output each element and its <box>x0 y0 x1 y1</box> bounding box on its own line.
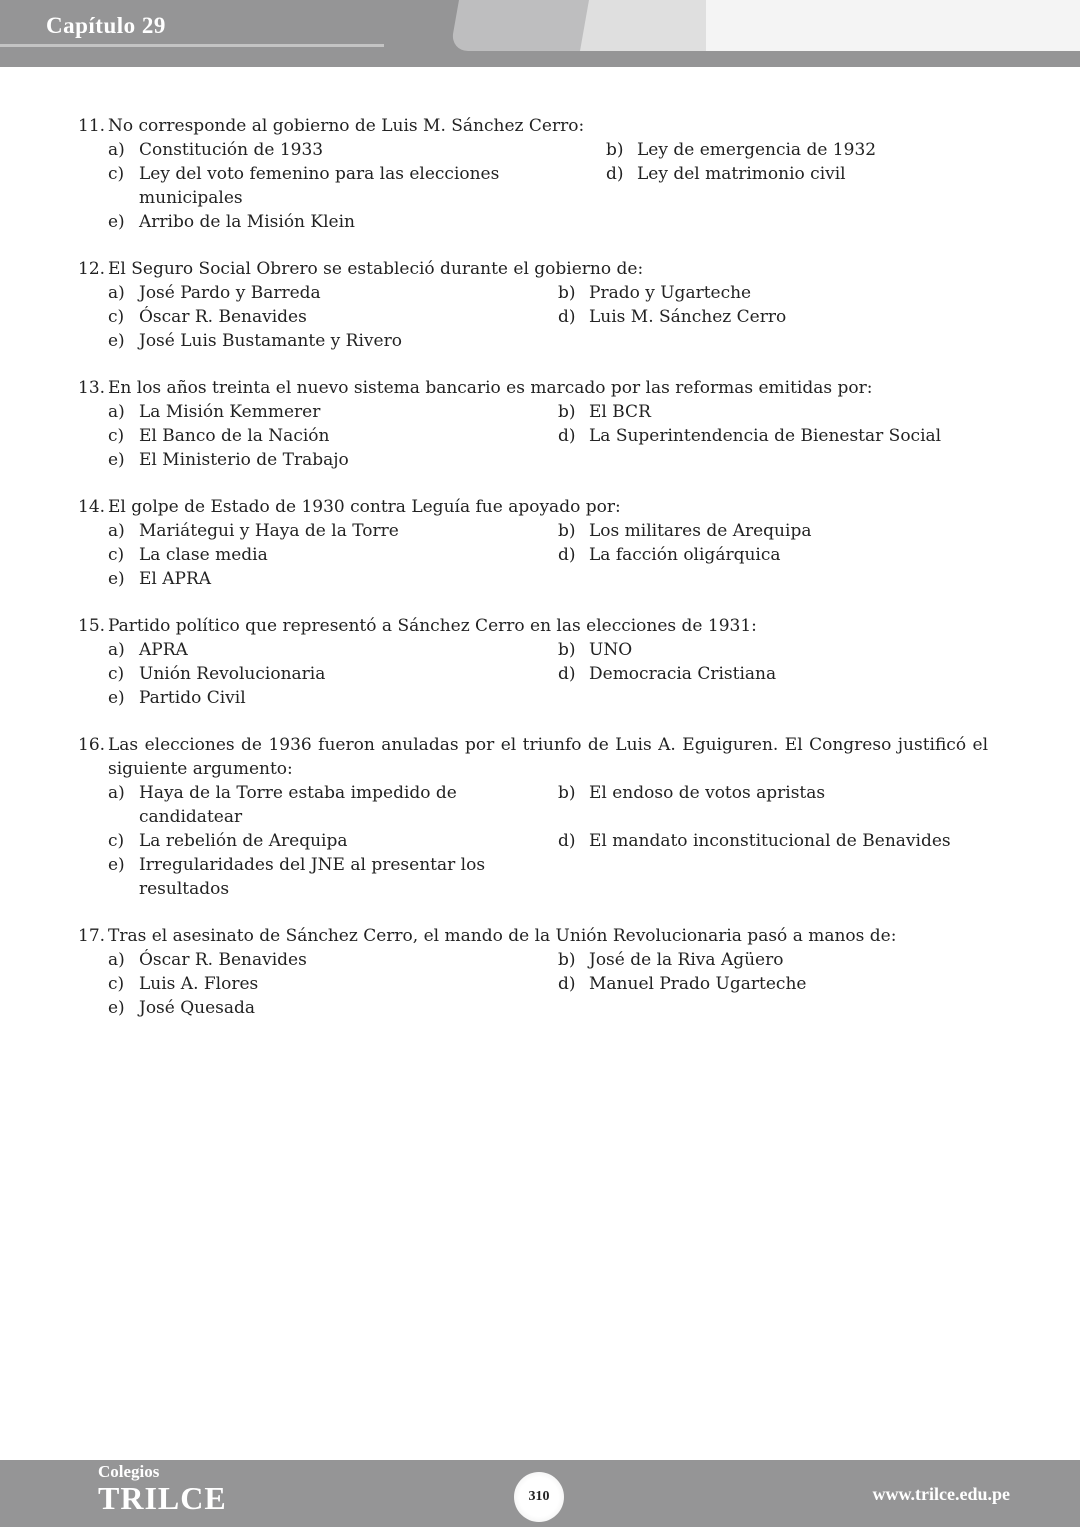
option-text: Irregularidades del JNE al presentar los resultados <box>139 855 486 899</box>
option-letter: a) <box>108 140 125 160</box>
option-b[interactable] <box>558 638 988 662</box>
question-text: El golpe de Estado de 1930 contra Leguía fue apoyado por: <box>108 497 621 517</box>
option-text: El BCR <box>589 402 651 422</box>
option-c[interactable] <box>108 543 558 567</box>
option-letter: d) <box>558 307 576 327</box>
option-letter: d) <box>558 664 576 684</box>
option-letter: c) <box>108 974 125 994</box>
option-text: El Ministerio de Trabajo <box>139 450 349 470</box>
option-a[interactable] <box>108 281 558 305</box>
option-text: Ley de emergencia de 1932 <box>637 140 877 160</box>
question-stem <box>78 257 988 281</box>
option-letter: e) <box>108 450 125 470</box>
option-e[interactable] <box>108 853 558 901</box>
question-15 <box>78 614 988 710</box>
option-text: UNO <box>589 640 633 660</box>
chapter-header <box>0 0 1080 67</box>
question-text: Partido político que representó a Sánchez Cerro en las elecciones de 1931: <box>108 616 757 636</box>
answer-options <box>78 781 988 901</box>
question-number: 12. <box>78 259 106 279</box>
answer-options <box>78 281 988 353</box>
question-list <box>78 114 988 1043</box>
option-text: Democracia Cristiana <box>589 664 777 684</box>
answer-options <box>78 638 988 710</box>
option-text: José Pardo y Barreda <box>139 283 321 303</box>
option-text: José de la Riva Agüero <box>589 950 784 970</box>
option-letter: b) <box>558 521 576 541</box>
website-link[interactable]: www.trilce.edu.pe <box>872 1484 1010 1504</box>
option-text: Óscar R. Benavides <box>139 950 307 970</box>
option-text: La rebelión de Arequipa <box>139 831 348 851</box>
option-c[interactable] <box>108 662 558 686</box>
option-d[interactable] <box>558 424 988 448</box>
option-a[interactable] <box>108 400 558 424</box>
option-d[interactable] <box>558 543 988 567</box>
option-d[interactable] <box>558 662 988 686</box>
option-c[interactable] <box>108 305 558 329</box>
option-letter: b) <box>558 783 576 803</box>
option-text: La facción oligárquica <box>589 545 781 565</box>
option-letter: c) <box>108 307 125 327</box>
option-a[interactable] <box>108 781 558 829</box>
option-e[interactable] <box>108 567 558 591</box>
option-text: José Luis Bustamante y Rivero <box>139 331 402 351</box>
option-letter: e) <box>108 212 125 232</box>
question-text: No corresponde al gobierno de Luis M. Sánchez Cerro: <box>108 116 585 136</box>
option-text: Unión Revolucionaria <box>139 664 326 684</box>
option-letter: e) <box>108 855 125 875</box>
option-letter: a) <box>108 283 125 303</box>
option-text: El APRA <box>139 569 212 589</box>
question-stem <box>78 114 988 138</box>
option-text: Ley del voto femenino para las elecciones municipales <box>139 164 500 208</box>
option-letter: d) <box>558 545 576 565</box>
question-11 <box>78 114 988 234</box>
option-c[interactable] <box>108 972 558 996</box>
option-a[interactable] <box>108 138 606 162</box>
question-text: Las elecciones de 1936 fueron anuladas por el triunfo de Luis A. Eguiguren. El Congreso justificó el siguiente argumento: <box>108 735 988 779</box>
option-letter: c) <box>108 545 125 565</box>
answer-options <box>78 519 988 591</box>
question-number: 14. <box>78 497 106 517</box>
option-letter: b) <box>558 640 576 660</box>
option-b[interactable] <box>558 400 988 424</box>
question-text: El Seguro Social Obrero se estableció durante el gobierno de: <box>108 259 644 279</box>
option-letter: c) <box>108 664 125 684</box>
option-e[interactable] <box>108 686 558 710</box>
question-13 <box>78 376 988 472</box>
question-12 <box>78 257 988 353</box>
option-text: Manuel Prado Ugarteche <box>589 974 807 994</box>
option-b[interactable] <box>606 138 988 162</box>
option-e[interactable] <box>108 448 558 472</box>
question-number: 15. <box>78 616 106 636</box>
option-text: La Superintendencia de Bienestar Social <box>589 426 942 446</box>
question-stem <box>78 614 988 638</box>
option-e[interactable] <box>108 329 558 353</box>
option-letter: c) <box>108 831 125 851</box>
answer-options <box>78 400 988 472</box>
option-letter: a) <box>108 950 125 970</box>
option-a[interactable] <box>108 948 558 972</box>
chapter-title: Capítulo 29 <box>46 13 166 38</box>
option-text: Constitución de 1933 <box>139 140 324 160</box>
option-letter: d) <box>558 831 576 851</box>
option-text: Los militares de Arequipa <box>589 521 812 541</box>
option-e[interactable] <box>108 996 558 1020</box>
option-text: Partido Civil <box>139 688 246 708</box>
option-text: Arribo de la Misión Klein <box>139 212 355 232</box>
option-letter: a) <box>108 783 125 803</box>
option-text: Ley del matrimonio civil <box>637 164 846 184</box>
option-text: Óscar R. Benavides <box>139 307 307 327</box>
option-letter: e) <box>108 688 125 708</box>
option-b[interactable] <box>558 781 988 829</box>
option-text: Luis A. Flores <box>139 974 259 994</box>
option-letter: e) <box>108 331 125 351</box>
option-text: El Banco de la Nación <box>139 426 330 446</box>
option-letter: a) <box>108 402 125 422</box>
option-text: La Misión Kemmerer <box>139 402 321 422</box>
option-letter: b) <box>606 140 624 160</box>
option-b[interactable] <box>558 948 988 972</box>
option-d[interactable] <box>558 305 988 329</box>
option-letter: b) <box>558 402 576 422</box>
option-d[interactable] <box>558 972 988 996</box>
question-stem <box>78 376 988 400</box>
logo-colegios: Colegios <box>98 1462 160 1481</box>
option-letter: d) <box>606 164 624 184</box>
question-17 <box>78 924 988 1020</box>
question-text: Tras el asesinato de Sánchez Cerro, el mando de la Unión Revolucionaria pasó a manos de: <box>108 926 897 946</box>
option-letter: e) <box>108 998 125 1018</box>
option-letter: a) <box>108 521 125 541</box>
page-number: 310 <box>514 1472 564 1522</box>
option-b[interactable] <box>558 281 988 305</box>
option-letter: d) <box>558 426 576 446</box>
question-stem <box>78 495 988 519</box>
option-text: El endoso de votos apristas <box>589 783 826 803</box>
question-number: 16. <box>78 735 106 755</box>
header-underline <box>0 44 384 47</box>
option-d[interactable] <box>606 162 988 210</box>
question-number: 11. <box>78 116 106 136</box>
option-text: Prado y Ugarteche <box>589 283 752 303</box>
option-c[interactable] <box>108 424 558 448</box>
question-stem <box>78 733 988 781</box>
option-c[interactable] <box>108 829 558 853</box>
page-footer <box>0 1460 1080 1527</box>
question-text: En los años treinta el nuevo sistema bancario es marcado por las reformas emitidas por: <box>108 378 873 398</box>
option-letter: a) <box>108 640 125 660</box>
answer-options <box>78 948 988 1020</box>
option-text: Luis M. Sánchez Cerro <box>589 307 787 327</box>
answer-options <box>78 138 988 234</box>
option-letter: b) <box>558 950 576 970</box>
option-a[interactable] <box>108 519 558 543</box>
option-c[interactable] <box>108 162 606 210</box>
option-letter: d) <box>558 974 576 994</box>
question-number: 13. <box>78 378 106 398</box>
option-text: José Quesada <box>139 998 256 1018</box>
option-text: Mariátegui y Haya de la Torre <box>139 521 399 541</box>
option-text: Haya de la Torre estaba impedido de candidatear <box>139 783 457 827</box>
question-number: 17. <box>78 926 106 946</box>
option-letter: b) <box>558 283 576 303</box>
option-text: El mandato inconstitucional de Benavides <box>589 831 951 851</box>
option-d[interactable] <box>558 829 988 853</box>
header-decoration <box>706 0 1080 51</box>
option-a[interactable] <box>108 638 558 662</box>
question-14 <box>78 495 988 591</box>
question-16 <box>78 733 988 901</box>
option-letter: e) <box>108 569 125 589</box>
option-e[interactable] <box>108 210 606 234</box>
option-letter: c) <box>108 164 125 184</box>
logo-trilce: TRILCE <box>98 1480 227 1516</box>
option-text: APRA <box>139 640 188 660</box>
option-text: La clase media <box>139 545 268 565</box>
option-b[interactable] <box>558 519 988 543</box>
option-letter: c) <box>108 426 125 446</box>
question-stem <box>78 924 988 948</box>
